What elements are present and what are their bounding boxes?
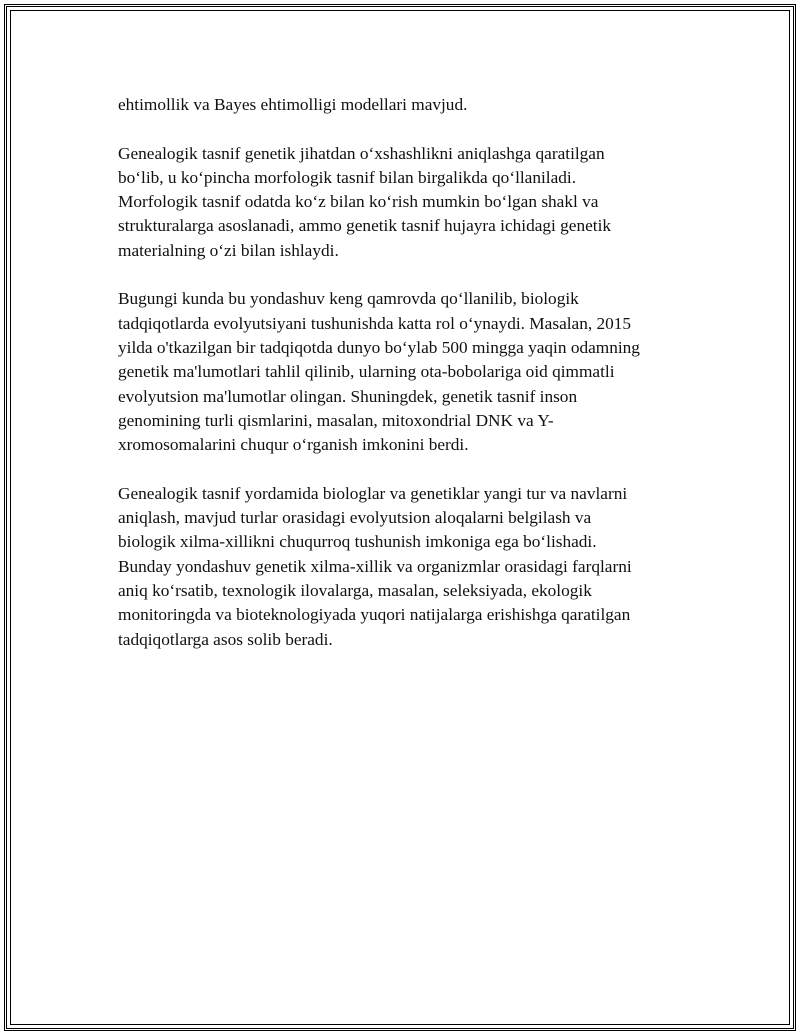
paragraph-line: tadqiqotlarga asos solib beradi.	[118, 629, 333, 649]
paragraph-line: Bugungi kunda bu yondashuv keng qamrovda qo‘llanilib, biologik	[118, 289, 579, 309]
paragraph-line: Genealogik tasnif yordamida biologlar va genetiklar yangi tur va navlarni	[118, 483, 628, 503]
paragraph-line: materialning o‘zi bilan ishlaydi.	[118, 240, 339, 260]
paragraph-line: xromosomalarini chuqur o‘rganish imkonini berdi.	[118, 435, 469, 455]
paragraph-1	[118, 93, 684, 117]
paragraph-line: Genealogik tasnif genetik jihatdan o‘xshashlikni aniqlashga qaratilgan	[118, 143, 605, 163]
paragraph-line: genomining turli qismlarini, masalan, mitoxondrial DNK va Y-	[118, 410, 554, 430]
document-body	[118, 93, 684, 676]
paragraph-line: evolyutsion ma'lumotlar olingan. Shuningdek, genetik tasnif inson	[118, 386, 578, 406]
paragraph-line: ehtimollik va Bayes ehtimolligi modellari mavjud.	[118, 95, 468, 114]
paragraph-line: yilda o'tkazilgan bir tadqiqotda dunyo bo‘ylab 500 mingga yaqin odamning	[118, 337, 640, 357]
paragraph-4	[118, 482, 684, 652]
paragraph-line: Bunday yondashuv genetik xilma-xillik va organizmlar orasidagi farqlarni	[118, 556, 632, 576]
paragraph-2	[118, 142, 684, 263]
paragraph-line: Morfologik tasnif odatda ko‘z bilan ko‘rish mumkin bo‘lgan shakl va	[118, 192, 599, 212]
paragraph-3	[118, 287, 684, 457]
paragraph-line: monitoringda va bioteknologiyada yuqori natijalarga erishishga qaratilgan	[118, 605, 631, 625]
paragraph-line: strukturalarga asoslanadi, ammo genetik tasnif hujayra ichidagi genetik	[118, 216, 612, 236]
paragraph-line: aniq ko‘rsatib, texnologik ilovalarga, masalan, seleksiyada, ekologik	[118, 580, 592, 600]
paragraph-line: tadqiqotlarda evolyutsiyani tushunishda katta rol o‘ynaydi. Masalan, 2015	[118, 313, 632, 333]
paragraph-line: biologik xilma-xillikni chuqurroq tushunish imkoniga ega bo‘lishadi.	[118, 532, 597, 552]
paragraph-line: genetik ma'lumotlari tahlil qilinib, ularning ota-bobolariga oid qimmatli	[118, 362, 615, 382]
paragraph-line: aniqlash, mavjud turlar orasidagi evolyutsion aloqalarni belgilash va	[118, 508, 592, 528]
paragraph-line: bo‘lib, u ko‘pincha morfologik tasnif bilan birgalikda qo‘llaniladi.	[118, 167, 577, 187]
